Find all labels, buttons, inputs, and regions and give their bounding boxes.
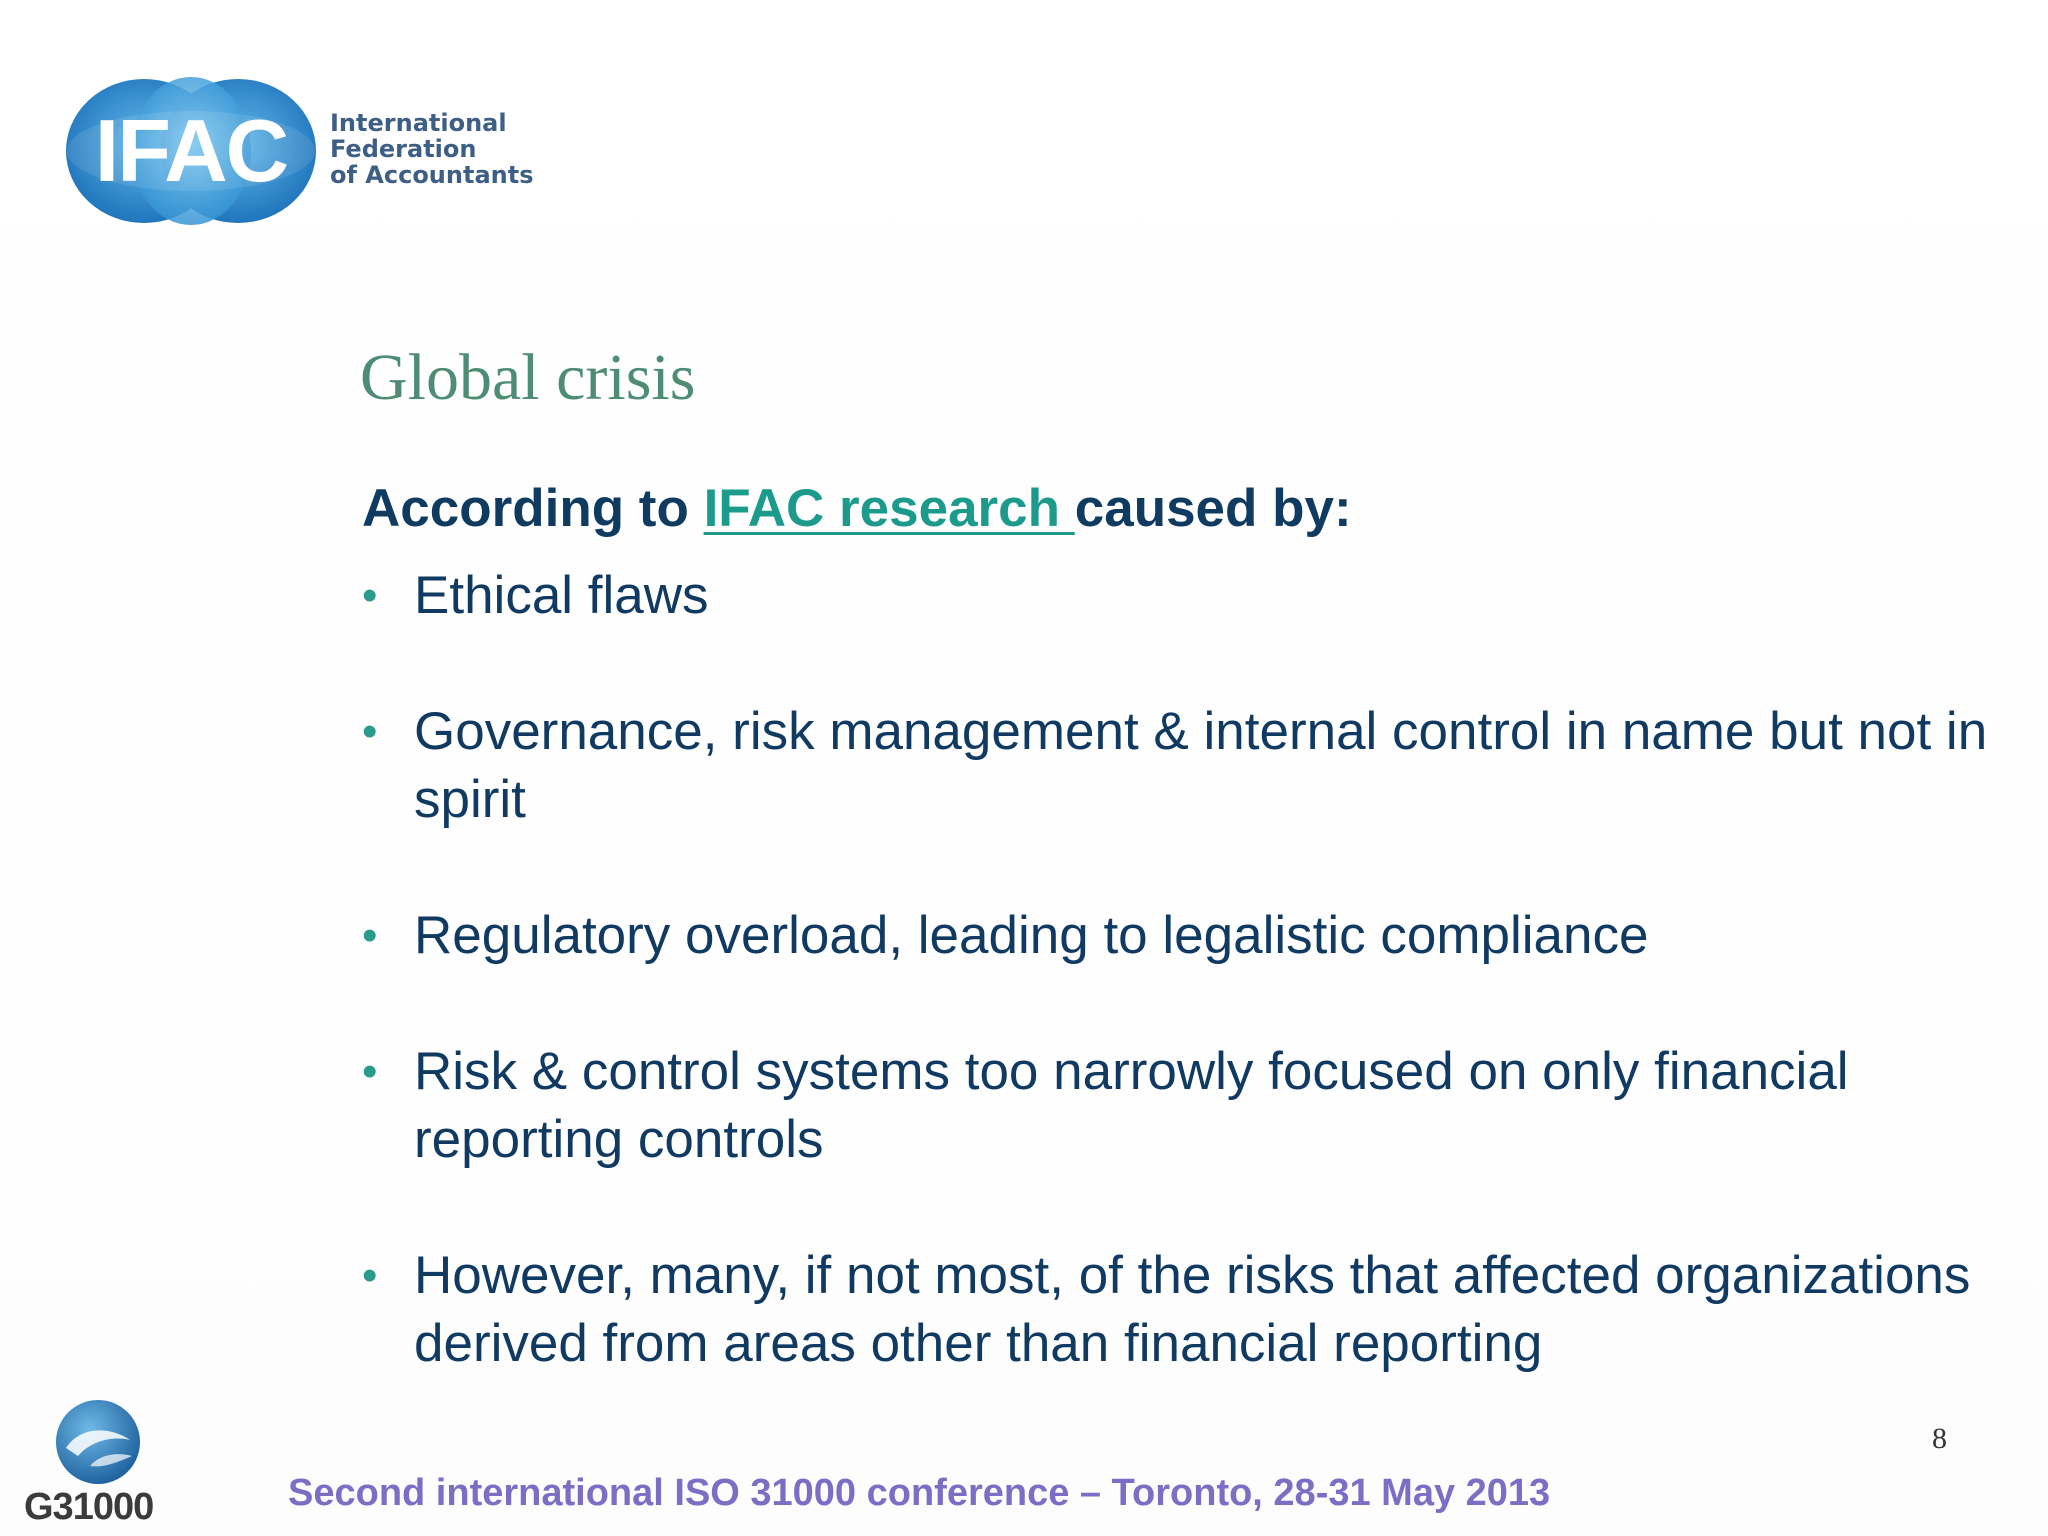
bullet-text: Regulatory overload, leading to legalistic compliance: [414, 906, 1649, 965]
intro-line: [362, 478, 1352, 539]
list-item: [362, 902, 1648, 970]
bullet-icon: •: [362, 707, 378, 756]
bullet-icon: •: [362, 1047, 378, 1096]
slide-title: Global crisis: [360, 341, 696, 414]
intro-prefix: According to: [362, 479, 704, 538]
bullet-text: Ethical flaws: [414, 566, 709, 625]
g31000-globe-icon: [48, 1396, 148, 1486]
list-item: [362, 1038, 2048, 1174]
ifac-research-link[interactable]: IFAC research: [703, 479, 1075, 538]
bullet-text: Governance, risk management & internal control in name but not in spirit: [414, 702, 1988, 829]
page-number: 8: [1932, 1422, 1947, 1455]
ifac-logo-name-line: Federation: [330, 135, 477, 163]
bullet-icon: •: [362, 571, 378, 620]
bullet-text: Risk & control systems too narrowly focused on only financial reporting controls: [414, 1042, 1849, 1169]
list-item: [362, 698, 2048, 834]
intro-suffix: caused by:: [1074, 479, 1352, 538]
ifac-logo: [66, 74, 534, 234]
g31000-logo-text: G31000: [24, 1486, 154, 1528]
bullet-icon: •: [362, 1251, 378, 1300]
list-item: [362, 562, 709, 630]
ifac-logo-name-line: of Accountants: [330, 161, 534, 189]
ifac-logo-name: [330, 110, 533, 188]
ifac-logo-name-line: International: [330, 109, 507, 137]
bullet-icon: •: [362, 911, 378, 960]
ifac-logo-mark-text: IFAC: [94, 101, 288, 200]
list-item: [362, 1242, 2048, 1378]
g31000-logo: [18, 1396, 178, 1532]
bullet-text: However, many, if not most, of the risks that affected organizations derived from areas other than financial reporting: [414, 1246, 1971, 1373]
conference-footer: Second international ISO 31000 conference – Toronto, 28-31 May 2013: [288, 1472, 1551, 1514]
